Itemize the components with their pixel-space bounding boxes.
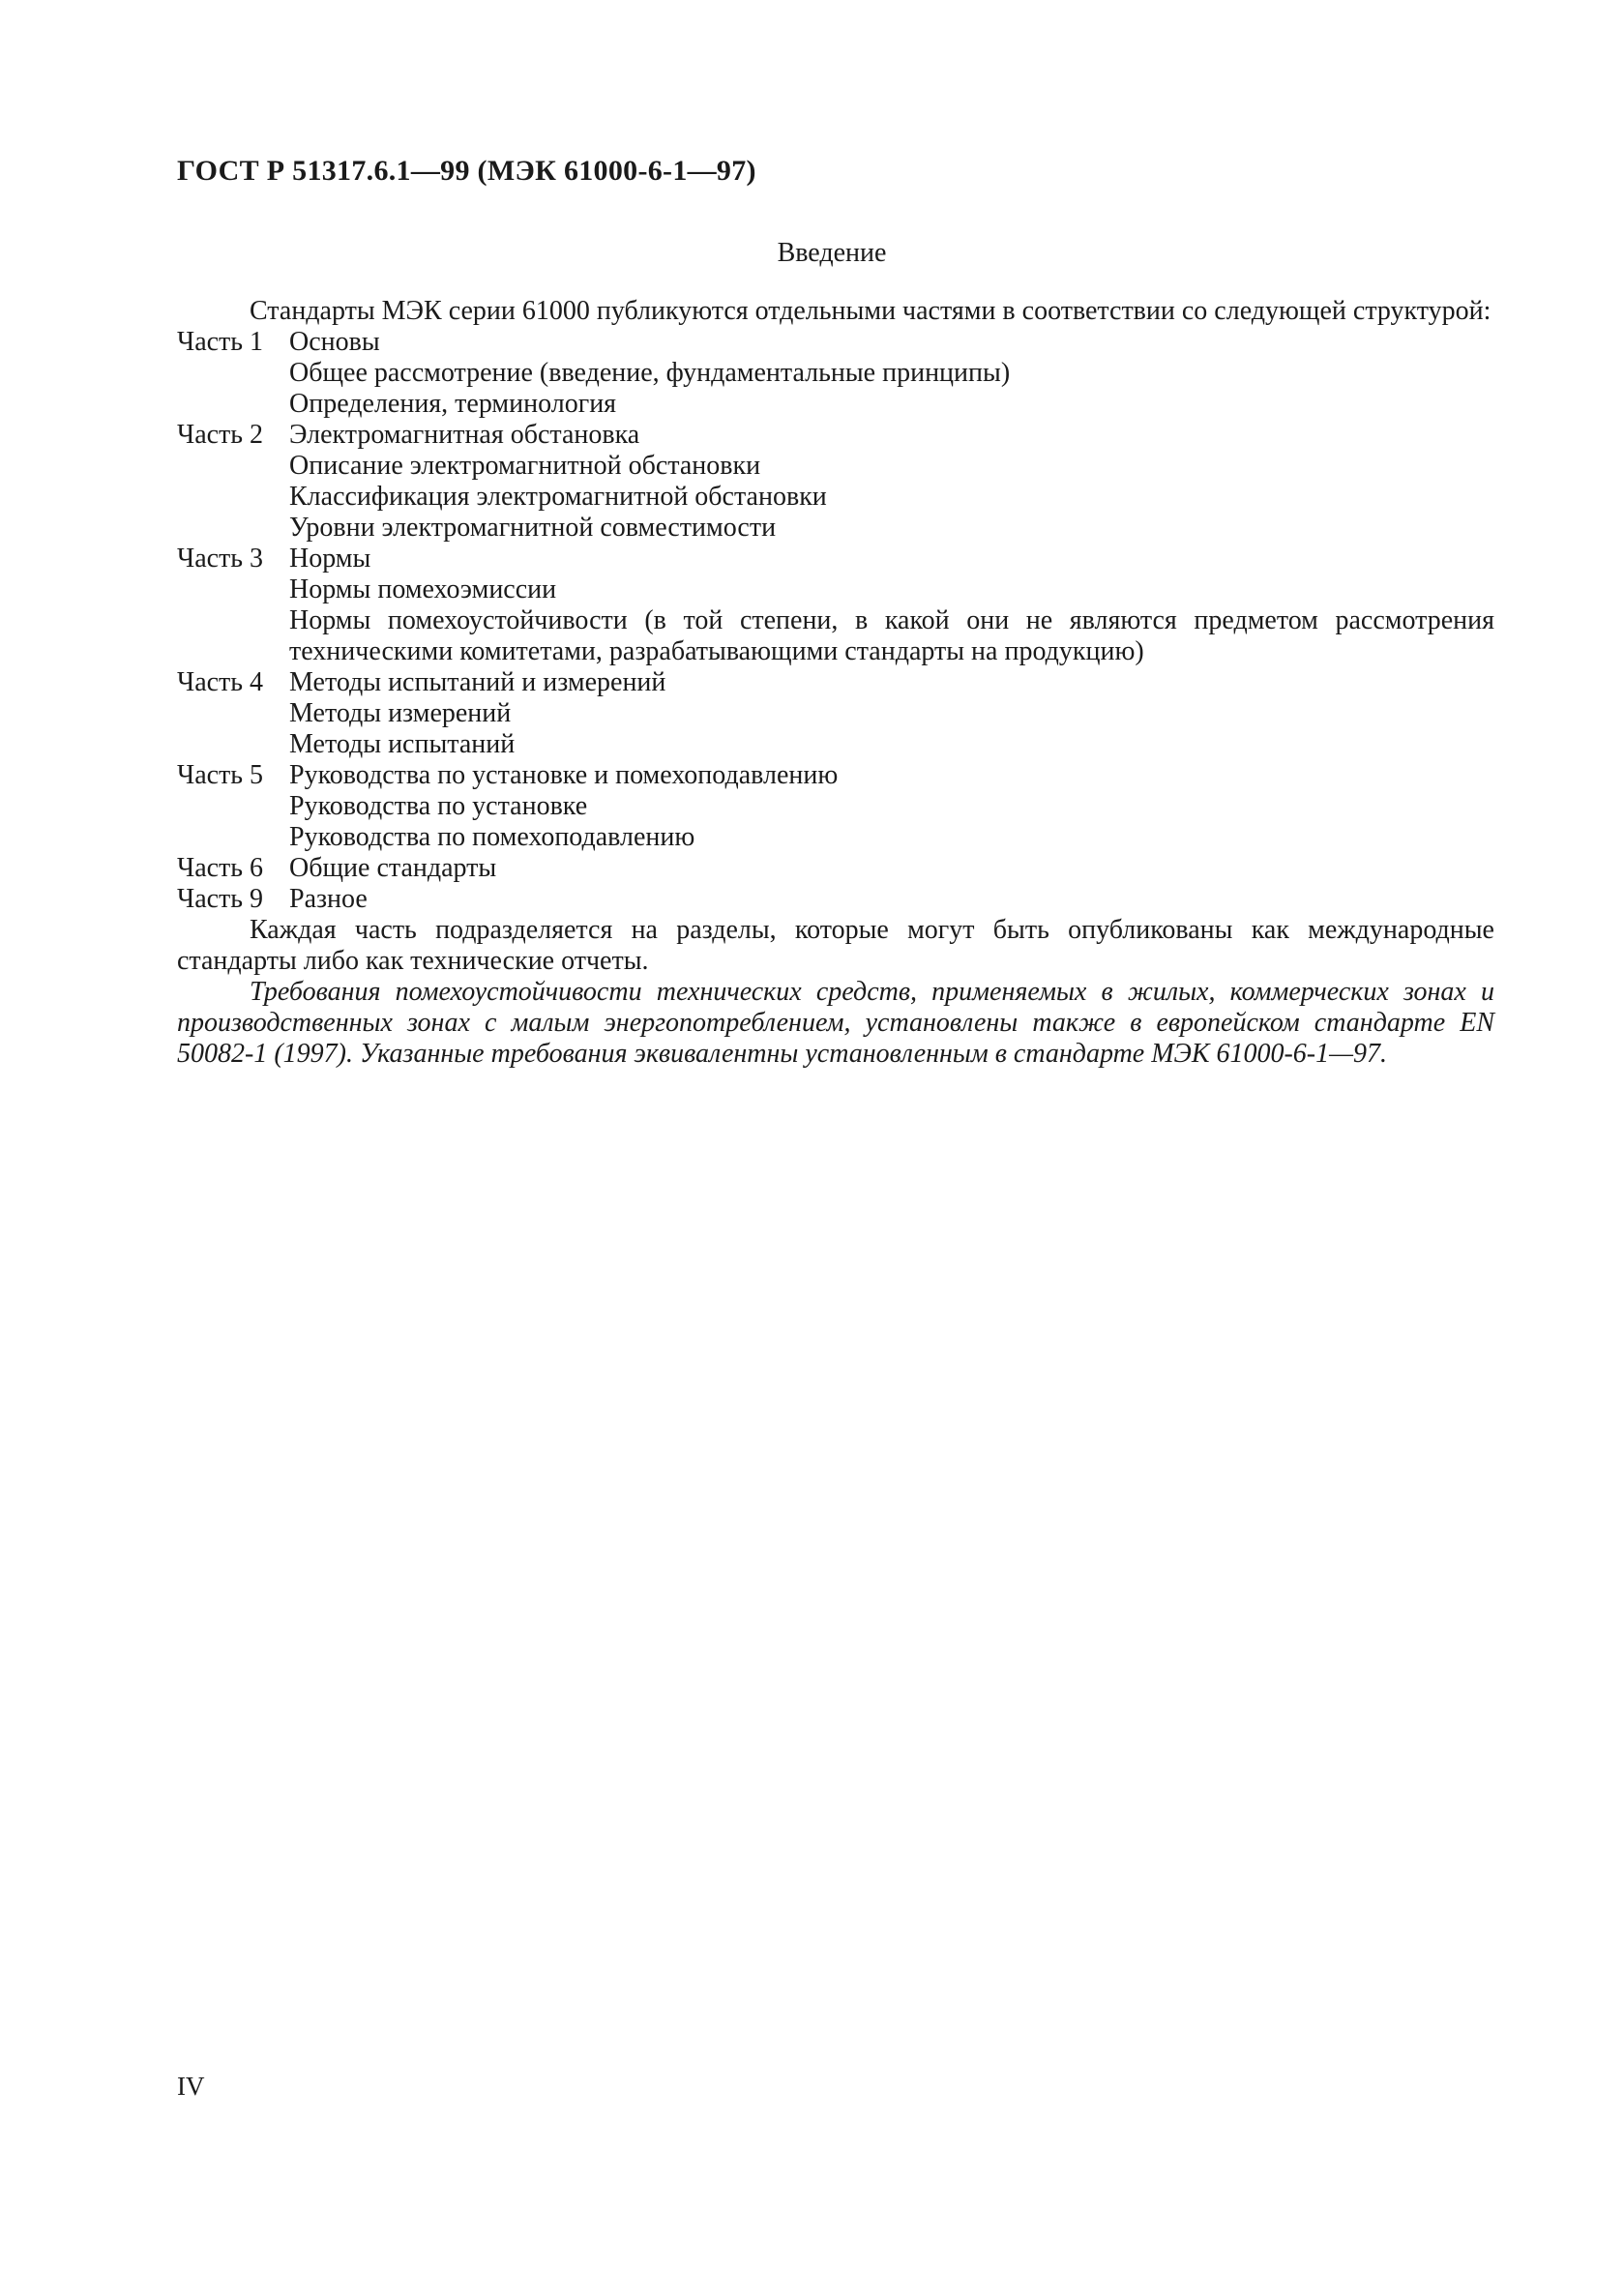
part-subitem: Руководства по установке	[289, 791, 588, 821]
part-entry	[177, 420, 1494, 451]
part-subitem: Методы испытаний	[289, 729, 516, 759]
part-title: Основы	[289, 327, 380, 357]
document-header: ГОСТ Р 51317.6.1—99 (МЭК 61000-6-1—97)	[177, 155, 756, 187]
part-subitem: Классификация электромагнитной обстановки	[289, 482, 827, 512]
part-title: Нормы	[289, 544, 371, 574]
part-label: Часть 5	[177, 760, 264, 790]
part-label: Часть 4	[177, 667, 264, 697]
part-title: Методы испытаний и измерений	[289, 667, 666, 697]
part-subitem: Уровни электромагнитной совместимости	[289, 513, 777, 543]
part-label: Часть 1	[177, 327, 264, 357]
part-subitem: Методы измерений	[289, 698, 512, 728]
part-title: Руководства по установке и помехоподавлению	[289, 760, 839, 790]
part-entry	[177, 544, 1494, 574]
section-title: Введение	[777, 238, 887, 268]
part-title: Электромагнитная обстановка	[289, 420, 640, 450]
parts-list	[177, 327, 1494, 915]
part-label: Часть 6	[177, 853, 264, 883]
page-number: IV	[177, 2072, 205, 2101]
part-label: Часть 9	[177, 884, 264, 914]
part-subitem: Нормы помехоэмиссии	[289, 574, 557, 604]
part-subitem: Определения, терминология	[289, 389, 617, 419]
closing-paragraph: Каждая часть подразделяется на разделы, которые могут быть опубликованы как международные стандарты либо как технические отчеты.	[177, 915, 1494, 976]
part-subitem: Общее рассмотрение (введение, фундаментальные принципы)	[289, 358, 1011, 388]
part-subitem: Описание электромагнитной обстановки	[289, 451, 761, 481]
part-title: Общие стандарты	[289, 853, 497, 883]
part-entry	[177, 327, 1494, 358]
part-label: Часть 2	[177, 420, 264, 450]
closing-note-paragraph: Требования помехоустойчивости технических средств, применяемых в жилых, коммерческих зонах и производственных зонах с малым энергопотреблением, установлены также в европейском стандарте EN 50082-1 (1997). Указанные требования эквивалентны установленным в стандарте МЭК 61000-6-1—97.	[177, 977, 1494, 1069]
part-label: Часть 3	[177, 544, 264, 574]
part-title: Разное	[289, 884, 368, 914]
part-entry	[177, 884, 1494, 915]
intro-paragraph: Стандарты МЭК серии 61000 публикуются отдельными частями в соответствии со следующей структурой:	[250, 296, 1491, 326]
part-subitem: Руководства по помехоподавлению	[289, 822, 695, 852]
document-body	[177, 296, 1494, 1070]
part-entry	[177, 760, 1494, 791]
part-entry	[177, 853, 1494, 884]
part-subitem: Нормы помехоустойчивости (в той степени, в какой они не являются предметом рассмотрения техническими комитетами, разрабатывающими стандарты на продукцию)	[289, 605, 1494, 666]
part-entry	[177, 667, 1494, 698]
